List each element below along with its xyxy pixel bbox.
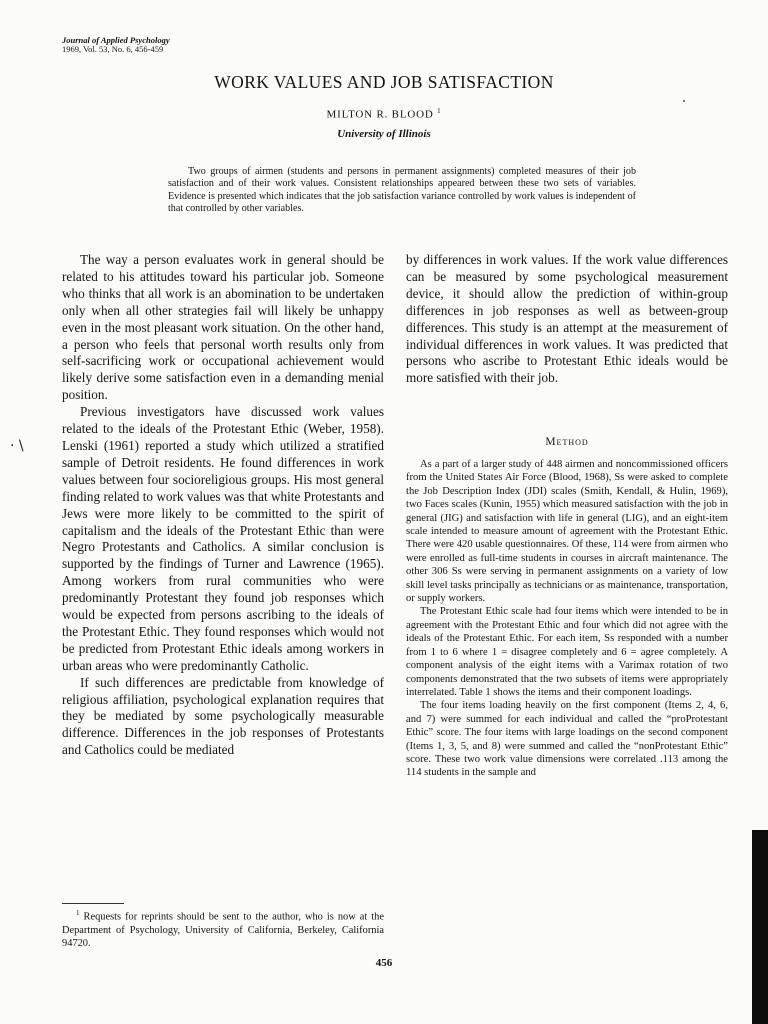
footnote-divider <box>62 903 124 904</box>
method-section <box>406 458 728 780</box>
journal-name: Journal of Applied Psychology <box>62 35 170 45</box>
intro-paragraph-2: Previous investigators have discussed work values related to the ideals of the Protestant Ethic (Weber, 1958). Lenski (1961) reported a study which utilized a stratified sample of Detroit residents. He found differences in work values between four socioreligious groups. His most general finding related to work values was that white Protestants and Jews were more likely to be committed to the spirit of capitalism and the ideals of the Protestant Ethic than were Negro Protestants and Catholics. A similar conclusion is supported by the findings of Turner and Lawrence (1965). Among workers from rural communities who were predominantly Protestant they found job responses which would be expected from persons ascribing to the ideals of the Protestant Ethic. They found responses which would not be predicted from Protestant Ethic ideals among workers in urban areas who were predominantly Catholic. <box>62 404 384 673</box>
article-title: WORK VALUES AND JOB SATISFACTION <box>214 72 554 92</box>
author-name: MILTON R. BLOOD <box>326 108 434 121</box>
intro-paragraph-1: The way a person evaluates work in general should be related to his attitudes toward his particular job. Someone who thinks that all work is an abomination to be undertaken only when all other strategies fail will likely be unhappy even in the most pleasant work situation. On the other hand, a person who feels that personal worth results only from self-sacrificing work or occupational achievement would likely derive some satisfaction even in a demanding menial position. <box>62 252 384 403</box>
method-paragraph-2: The Protestant Ethic scale had four items which were intended to be in agreement with the Protestant Ethic and four which did not agree with the ideals of the Protestant Ethic. For each item, Ss responded with a number from 1 to 6 where 1 = disagree completely and 6 = agree completely. A component analysis of the eight items with a Varimax rotation of two components demonstrated that the two subsets of items were appropriately interrelated. Table 1 shows the items and their component loadings. <box>406 606 728 698</box>
footnote <box>62 907 384 950</box>
author-line <box>0 107 768 121</box>
page-number: 456 <box>375 957 393 969</box>
footnote-mark: 1 <box>76 909 80 917</box>
method-heading: Method <box>545 436 589 448</box>
left-column <box>62 252 384 759</box>
intro-continuation: by differences in work values. If the work value differences can be measured by some psychological measurement device, it should allow the prediction of within-group differences in job responses as well as between-group differences. This study is an attempt at the measurement of individual differences in work values. It was predicted that persons who ascribe to Protestant Ethic ideals would be more satisfied with their job. <box>406 252 728 386</box>
affiliation: University of Illinois <box>337 128 431 140</box>
footnote-text: Requests for reprints should be sent to the author, who is now at the Department of Psychology, University of California, Berkeley, California 94720. <box>62 911 384 949</box>
scan-edge-bar <box>752 830 768 1024</box>
right-column-intro <box>406 252 728 387</box>
author-footnote-mark: 1 <box>437 107 442 115</box>
method-paragraph-3: The four items loading heavily on the first component (Items 2, 4, 6, and 7) were summed for each individual and called the “proProtestant Ethic” score. The four items with large loadings on the second component (Items 1, 3, 5, and 8) were summed and called the “nonProtestant Ethic” score. These two work value dimensions were correlated .113 among the 114 students in the sample and <box>406 700 728 779</box>
journal-citation: 1969, Vol. 53, No. 6, 456-459 <box>62 44 164 54</box>
method-paragraph-1: As a part of a larger study of 448 airmen and noncommissioned officers from the United States Air Force (Blood, 1968), Ss were asked to complete the Job Description Index (JDI) scales (Smith, Kendall, & Hulin, 1969), two Faces scales (Kunin, 1955) which measured satisfaction with the job in general (JIG) and satisfaction with life in general (LIG), and an eight-item scale intended to measure amount of agreement with the Protestant Ethic. There were 420 usable questionnaires. Of these, 114 were from airmen who were enrolled as full-time students in courses in aircraft maintenance. The other 306 Ss were serving in permanent assignments on a variety of low skill level tasks principally as technicians or as maintenance, transportation, or supply workers. <box>406 459 728 605</box>
scan-speck <box>683 100 685 102</box>
intro-paragraph-3: If such differences are predictable from knowledge of religious affiliation, psychological explanation requires that they be mediated by some psychologically measurable difference. Differences in the job responses of Protestants and Catholics could be mediated <box>62 674 384 758</box>
journal-header <box>62 36 170 54</box>
margin-annotation: · \ <box>10 438 24 454</box>
abstract: Two groups of airmen (students and persons in permanent assignments) completed measures of their job satisfaction and of their work values. Consistent relationships appeared between these two sets of variables. Evidence is presented which indicates that the job satisfaction variance controlled by work values is independent of that controlled by other variables. <box>168 166 636 214</box>
